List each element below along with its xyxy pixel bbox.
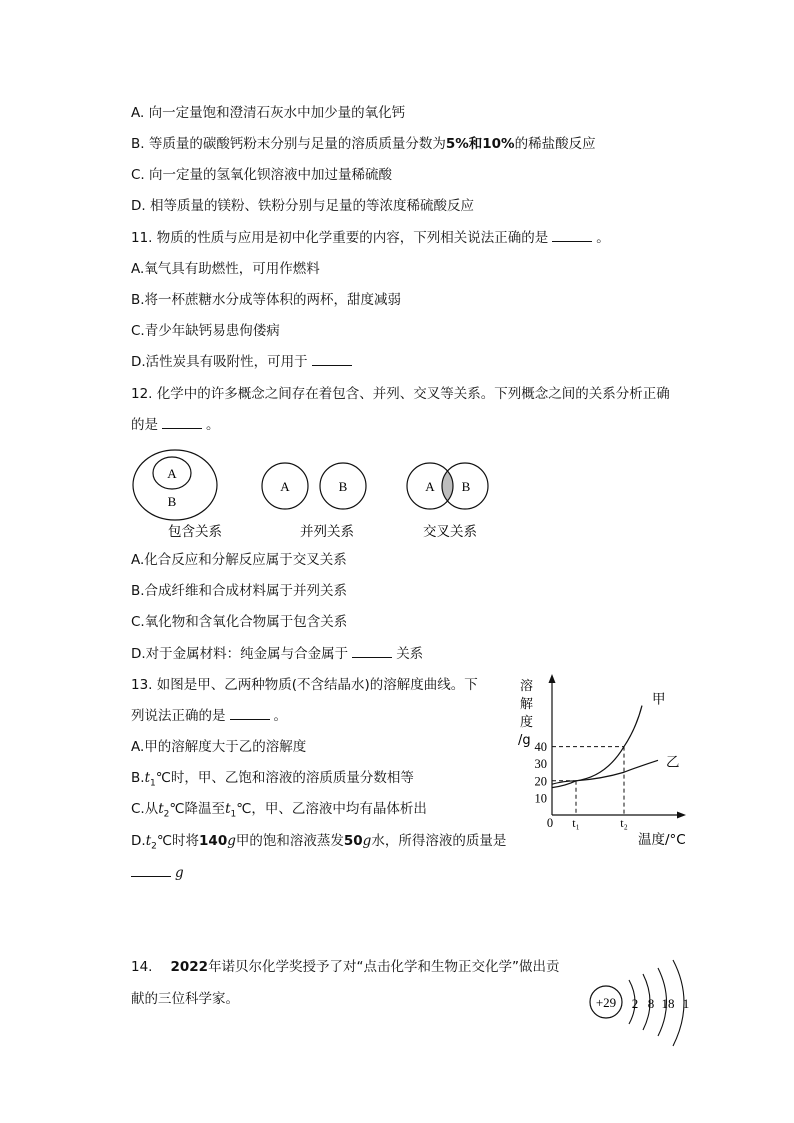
cross-caption: 交叉关系 xyxy=(423,524,477,540)
q11-stem-end: 。 xyxy=(596,230,610,246)
atom-nucleus-charge: +29 xyxy=(595,995,617,1010)
q13-blank[interactable] xyxy=(230,707,270,720)
q13-b-sub: 1 xyxy=(150,778,156,789)
parallel-label-a: A xyxy=(280,479,290,494)
q13-d-num2: 50 xyxy=(343,833,363,849)
q11-option-d-text: D.活性炭具有吸附性，可用于 xyxy=(131,354,308,370)
q13-d-blank[interactable] xyxy=(131,864,171,877)
q12-option-d-post: 关系 xyxy=(396,646,424,662)
q13-answer-line xyxy=(131,864,184,882)
y-tick-label-40: 40 xyxy=(534,740,547,755)
y-axis-arrow xyxy=(549,674,556,683)
origin-label: 0 xyxy=(546,816,554,830)
q13-b-post: ℃时，甲、乙饱和溶液的溶质质量分数相等 xyxy=(155,770,414,786)
series-label-2: 乙 xyxy=(666,754,680,771)
q13-option-b xyxy=(131,769,414,793)
q13-stem-2 xyxy=(131,707,287,725)
q13-stem2-text: 列说法正确的是 xyxy=(131,708,226,724)
y-axis-label-1: 溶 xyxy=(520,679,534,694)
contain-label-a: A xyxy=(167,466,177,481)
q13-d-t: t xyxy=(145,833,152,849)
q11-option-a: A.氧气具有助燃性，可用作燃料 xyxy=(131,261,320,277)
shell-count-2: 8 xyxy=(647,996,655,1011)
q12-option-c: C.氧化物和含氧化合物属于包含关系 xyxy=(131,614,348,630)
copper-atom-structure xyxy=(585,958,695,1053)
shell-count-3: 18 xyxy=(661,996,675,1011)
q11-d-blank[interactable] xyxy=(312,353,352,366)
q11-blank[interactable] xyxy=(552,229,592,242)
relationship-diagram xyxy=(125,445,505,545)
q12-d-blank[interactable] xyxy=(352,645,392,658)
y-axis-label-4: /g xyxy=(518,733,531,748)
q10-option-b xyxy=(131,135,596,153)
q13-b-pre: B. xyxy=(131,770,145,786)
q12-stem2-text: 的是 xyxy=(131,417,158,433)
q13-c-t2: t xyxy=(225,801,231,817)
q13-d-pre: D. xyxy=(131,833,146,849)
parallel-label-b: B xyxy=(338,479,348,494)
y-tick-label-20: 20 xyxy=(534,774,547,789)
q13-c-sub2: 1 xyxy=(230,809,237,820)
q13-d-mid1: ℃时将 xyxy=(156,833,200,849)
q12-option-d-pre: D.对于金属材料：纯金属与合金属于 xyxy=(131,646,349,662)
cross-label-a: A xyxy=(425,479,435,494)
y-axis-label-2: 解 xyxy=(520,697,534,712)
q12-option-d xyxy=(131,645,423,663)
x-tick-label-1: t₁ xyxy=(572,816,580,830)
q14-stem-2: 献的三位科学家。 xyxy=(131,991,239,1007)
q13-c-t1: t xyxy=(158,801,164,817)
series-label-1: 甲 xyxy=(652,691,666,708)
q11-option-b: B.将一杯蔗糖水分成等体积的两杯，甜度减弱 xyxy=(131,292,402,308)
q12-stem-2 xyxy=(131,416,220,434)
q13-d-g1: g xyxy=(227,833,236,849)
q13-c-post: ℃，甲、乙溶液中均有晶体析出 xyxy=(236,801,427,817)
y-axis-label-3: 度 xyxy=(520,715,534,730)
q10-option-d: D. 相等质量的镁粉、铁粉分别与足量的等浓度稀硫酸反应 xyxy=(131,198,474,214)
q13-d-post: 水，所得溶液的质量是 xyxy=(371,833,507,849)
q13-option-d xyxy=(131,832,506,856)
solubility-chart xyxy=(510,670,710,860)
y-tick-label-30: 30 xyxy=(534,757,547,772)
contain-caption: 包含关系 xyxy=(168,524,222,540)
chart-marks xyxy=(535,692,680,830)
q13-d-g2: g xyxy=(362,833,372,849)
q10-option-b-bold: 5%和10% xyxy=(445,136,515,152)
q13-option-c xyxy=(131,800,427,824)
cross-label-b: B xyxy=(461,479,471,494)
q12-stem: 12. 化学中的许多概念之间存在着包含、并列、交叉等关系。下列概念之间的关系分析正确 xyxy=(131,386,670,402)
q13-stem: 13. 如图是甲、乙两种物质(不含结晶水)的溶解度曲线。下 xyxy=(131,677,478,693)
q14-stem-post: 年诺贝尔化学奖授予了对“点击化学和生物正交化学”做出贡 xyxy=(208,959,560,975)
shell-count-4: 1 xyxy=(682,996,690,1011)
q11-stem xyxy=(131,229,610,247)
q11-stem-text: 11. 物质的性质与应用是初中化学重要的内容，下列相关说法正确的是 xyxy=(131,230,549,246)
q12-option-a: A.化合反应和分解反应属于交叉关系 xyxy=(131,552,347,568)
q10-option-c: C. 向一定量的氢氧化钡溶液中加过量稀硫酸 xyxy=(131,167,393,183)
q11-option-d xyxy=(131,353,356,371)
q10-option-b-post: 的稀盐酸反应 xyxy=(514,136,596,152)
q12-stem-end: 。 xyxy=(206,417,220,433)
x-tick-label-2: t₂ xyxy=(620,816,628,830)
q13-c-sub1: 2 xyxy=(163,809,170,820)
q13-d-num1: 140 xyxy=(199,833,228,849)
q13-c-mid: ℃降温至 xyxy=(169,801,226,817)
q13-b-t: t xyxy=(144,770,150,786)
contain-label-b: B xyxy=(167,494,177,509)
q13-option-a: A.甲的溶解度大于乙的溶解度 xyxy=(131,739,307,755)
parallel-caption: 并列关系 xyxy=(300,524,354,540)
q12-option-b: B.合成纤维和合成材料属于并列关系 xyxy=(131,583,348,599)
y-tick-label-10: 10 xyxy=(534,791,547,806)
q11-option-c: C.青少年缺钙易患佝偻病 xyxy=(131,323,280,339)
q10-option-a: A. 向一定量饱和澄清石灰水中加少量的氧化钙 xyxy=(131,105,406,121)
q13-d-mid2: 甲的饱和溶液蒸发 xyxy=(235,833,344,849)
q14-stem xyxy=(131,958,560,976)
q13-d-sub: 2 xyxy=(151,841,157,852)
series-curve-2 xyxy=(552,760,658,784)
q10-option-b-pre: B. 等质量的碳酸钙粉末分别与足量的溶质质量分数为 xyxy=(131,136,446,152)
q12-blank[interactable] xyxy=(162,416,202,429)
contain-outer-circle xyxy=(133,450,217,520)
x-axis-arrow xyxy=(677,812,686,819)
shell-count-1: 2 xyxy=(631,996,639,1011)
q14-year: 2022 xyxy=(170,959,209,975)
q13-c-pre: C.从 xyxy=(131,801,159,817)
q13-stem-end: 。 xyxy=(273,708,287,724)
q14-num: 14. xyxy=(131,959,153,975)
q13-unit-g: g xyxy=(175,865,184,881)
x-axis-label: 温度/°C xyxy=(638,832,686,848)
